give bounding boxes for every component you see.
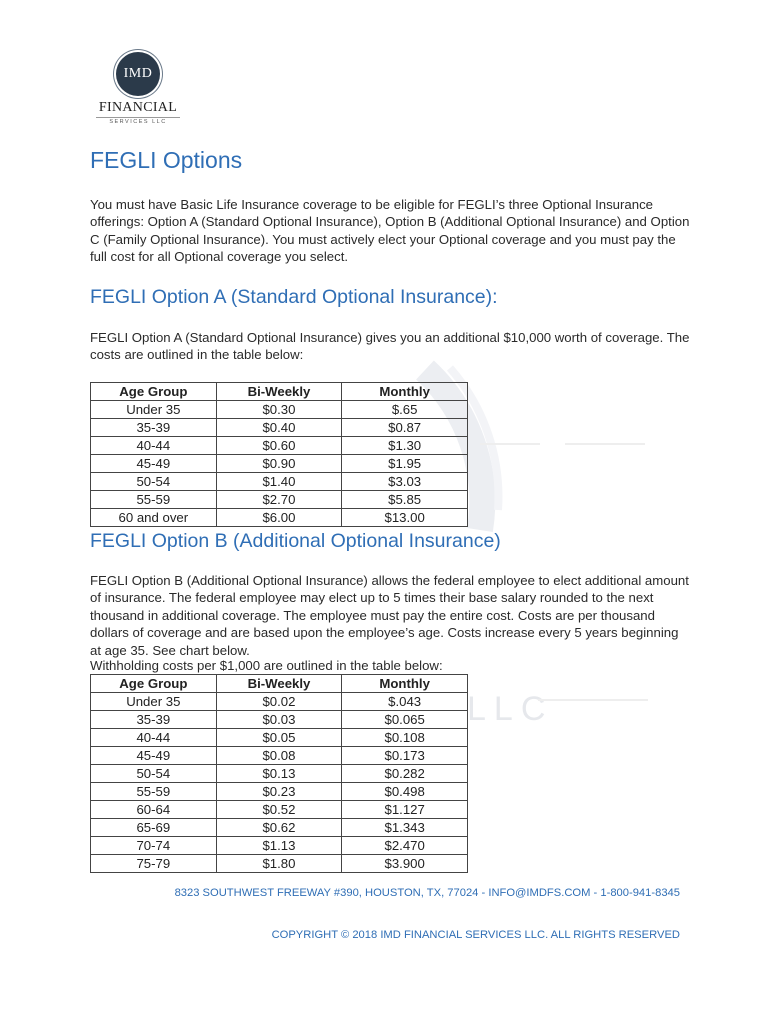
table-row [91,419,468,437]
option-a-heading: FEGLI Option A (Standard Optional Insurance): [90,286,498,308]
bi-weekly-cell: $0.03 [216,711,342,729]
bi-weekly-cell: $0.62 [216,819,342,837]
monthly-cell: $5.85 [342,491,468,509]
bi-weekly-cell: $6.00 [216,509,342,527]
bi-weekly-cell: $1.13 [216,837,342,855]
bi-weekly-cell: $2.70 [216,491,342,509]
monthly-cell: $1.343 [342,819,468,837]
age-group-cell: Under 35 [91,401,217,419]
monthly-cell: $0.108 [342,729,468,747]
age-group-cell: 55-59 [91,783,217,801]
monthly-cell: $0.498 [342,783,468,801]
table-row [91,765,468,783]
table-row [91,473,468,491]
monthly-cell: $2.470 [342,837,468,855]
monthly-cell: $.043 [342,693,468,711]
column-header-bi-weekly: Bi-Weekly [216,675,342,693]
intro-paragraph: You must have Basic Life Insurance coverage to be eligible for FEGLI’s three Optional Insurance offerings: Option A (Standard Optional Insurance), Option B (Additional Optional Insurance) and Option C (Family Optional Insurance). You must actively elect your Optional coverage and you must pay the full cost for all Optional coverage you select. [90,197,690,265]
footer-address: 8323 SOUTHWEST FREEWAY #390, HOUSTON, TX, 77024 - INFO@IMDFS.COM - 1-800-941-8345 [174,887,680,899]
option-b-heading: FEGLI Option B (Additional Optional Insurance) [90,530,501,552]
bi-weekly-cell: $0.90 [216,455,342,473]
table-row [91,711,468,729]
bi-weekly-cell: $0.05 [216,729,342,747]
option-b-rates-table [90,674,468,873]
logo-emblem [116,52,160,96]
table-row [91,747,468,765]
table-row [91,837,468,855]
table-row [91,401,468,419]
table-row [91,783,468,801]
age-group-cell: 35-39 [91,419,217,437]
monthly-cell: $0.173 [342,747,468,765]
bi-weekly-cell: $0.02 [216,693,342,711]
table-row [91,455,468,473]
table-row [91,693,468,711]
age-group-cell: 75-79 [91,855,217,873]
age-group-cell: Under 35 [91,693,217,711]
age-group-cell: 60 and over [91,509,217,527]
monthly-cell: $0.282 [342,765,468,783]
bi-weekly-cell: $1.80 [216,855,342,873]
age-group-cell: 40-44 [91,437,217,455]
option-b-description: FEGLI Option B (Additional Optional Insurance) allows the federal employee to elect additional amount of insurance. The federal employee may elect up to 5 times their base salary rounded to the next thousand in additional coverage. The employee must pay the entire cost. Costs are per thousand dollars of coverage and are based upon the employee’s age. Costs increase every 5 years beginning at age 35. See chart below. [90,573,689,658]
logo-name: FINANCIAL [98,100,178,115]
monthly-cell: $1.30 [342,437,468,455]
age-group-cell: 55-59 [91,491,217,509]
age-group-cell: 50-54 [91,765,217,783]
table-row [91,509,468,527]
table-row [91,819,468,837]
monthly-cell: $1.127 [342,801,468,819]
age-group-cell: 35-39 [91,711,217,729]
monthly-cell: $13.00 [342,509,468,527]
column-header-age-group: Age Group [91,383,217,401]
withholding-note: Withholding costs per $1,000 are outlined in the table below: [90,658,443,673]
age-group-cell: 65-69 [91,819,217,837]
company-logo [88,52,188,124]
page-title: FEGLI Options [90,147,243,173]
bi-weekly-cell: $0.23 [216,783,342,801]
age-group-cell: 40-44 [91,729,217,747]
table-row [91,729,468,747]
age-group-cell: 70-74 [91,837,217,855]
column-header-monthly: Monthly [342,675,468,693]
age-group-cell: 45-49 [91,455,217,473]
bi-weekly-cell: $0.13 [216,765,342,783]
table-row [91,801,468,819]
table-row [91,437,468,455]
table-header-row [91,383,468,401]
option-a-description: FEGLI Option A (Standard Optional Insurance) gives you an additional $10,000 worth of coverage. The costs are outlined in the table below: [90,330,690,363]
monthly-cell: $.65 [342,401,468,419]
monthly-cell: $3.03 [342,473,468,491]
bi-weekly-cell: $0.40 [216,419,342,437]
footer-copyright: COPYRIGHT © 2018 IMD FINANCIAL SERVICES LLC. ALL RIGHTS RESERVED [271,929,680,941]
age-group-cell: 45-49 [91,747,217,765]
table-header-row [91,675,468,693]
logo-subtitle: SERVICES LLC [96,117,180,125]
watermark-text: LLC [467,690,554,728]
monthly-cell: $3.900 [342,855,468,873]
bi-weekly-cell: $1.40 [216,473,342,491]
monthly-cell: $0.065 [342,711,468,729]
bi-weekly-cell: $0.30 [216,401,342,419]
bi-weekly-cell: $0.52 [216,801,342,819]
logo-initials: IMD [123,66,153,81]
column-header-age-group: Age Group [91,675,217,693]
monthly-cell: $1.95 [342,455,468,473]
table-row [91,491,468,509]
bi-weekly-cell: $0.08 [216,747,342,765]
bi-weekly-cell: $0.60 [216,437,342,455]
column-header-bi-weekly: Bi-Weekly [216,383,342,401]
age-group-cell: 50-54 [91,473,217,491]
column-header-monthly: Monthly [342,383,468,401]
option-a-rates-table [90,382,468,527]
age-group-cell: 60-64 [91,801,217,819]
monthly-cell: $0.87 [342,419,468,437]
table-row [91,855,468,873]
